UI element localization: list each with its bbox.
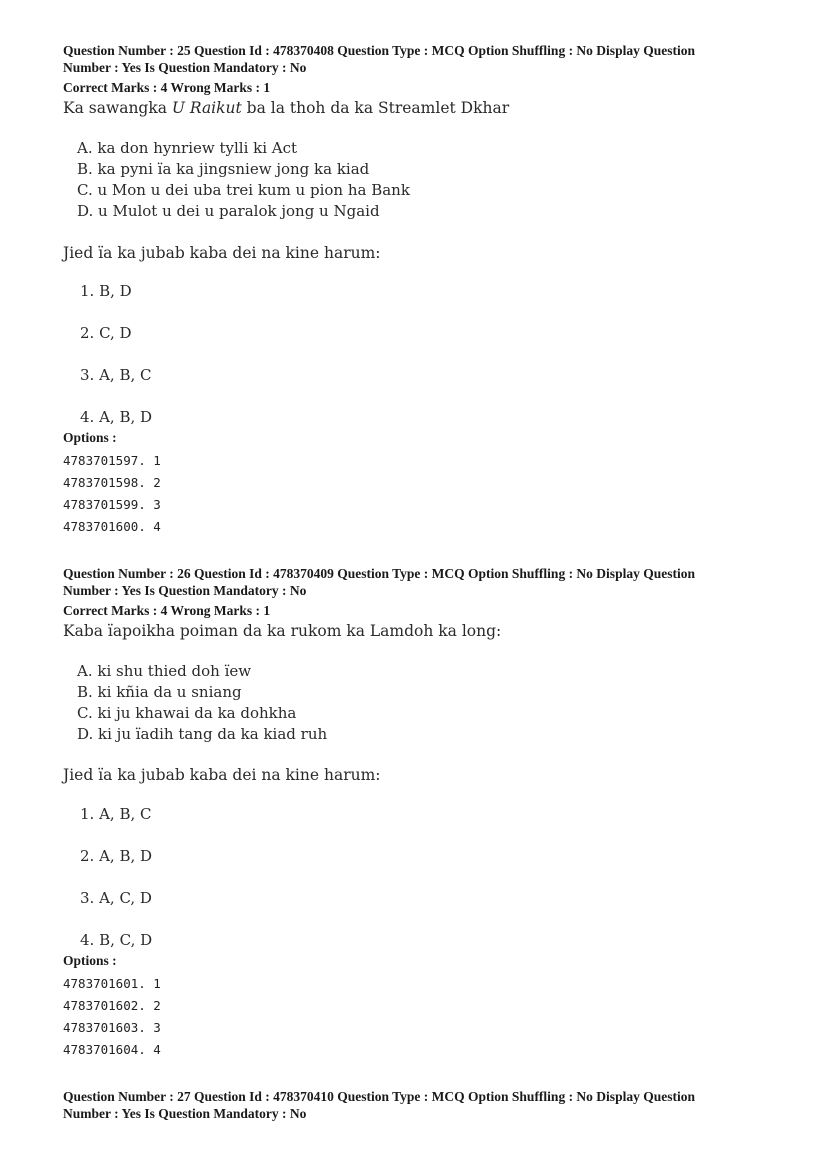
question-stem: Kaba ïapoikha poiman da ka rukom ka Lamdoh ka long: [63, 622, 502, 640]
statement-item: D. u Mulot u dei u paralok jong u Ngaid [77, 202, 380, 220]
statement-item: D. ki ju ïadih tang da ka kiad ruh [77, 725, 328, 743]
question-meta-line: Number : Yes Is Question Mandatory : No [63, 582, 307, 598]
question-stem [63, 99, 509, 117]
statement-item: A. ka don hynriew tylli ki Act [77, 139, 298, 157]
option-id: 4783701601. 1 [63, 976, 161, 991]
option-id: 4783701604. 4 [63, 1042, 161, 1057]
option-id: 4783701597. 1 [63, 453, 161, 468]
stem-italic-text: U Raikut [171, 99, 242, 117]
statement-item: B. ki kñia da u sniang [77, 683, 242, 701]
marks-line: Correct Marks : 4 Wrong Marks : 1 [63, 603, 271, 618]
stem-text: ba la thoh da ka Streamlet Dkhar [241, 99, 510, 117]
question-meta-line: Number : Yes Is Question Mandatory : No [63, 1105, 307, 1121]
option-id: 4783701599. 3 [63, 497, 161, 512]
stem-text: Ka sawangka [63, 99, 172, 117]
answer-choice: 2. C, D [80, 324, 132, 342]
statement-item: A. ki shu thied doh ïew [77, 662, 252, 680]
question-header [63, 1089, 763, 1122]
question-meta-line: Number : Yes Is Question Mandatory : No [63, 59, 307, 75]
question-header [63, 566, 763, 599]
question-meta-line: Question Number : 25 Question Id : 478370408 Question Type : MCQ Option Shuffling : No Display Question [63, 43, 695, 58]
question-meta-line: Question Number : 27 Question Id : 478370410 Question Type : MCQ Option Shuffling : No Display Question [63, 1089, 695, 1104]
option-id: 4783701598. 2 [63, 475, 161, 490]
answer-choice: 3. A, B, C [80, 366, 152, 384]
question-meta-line: Question Number : 26 Question Id : 478370409 Question Type : MCQ Option Shuffling : No Display Question [63, 566, 695, 581]
answer-choice: 3. A, C, D [80, 889, 152, 907]
answer-choice: 1. B, D [80, 282, 132, 300]
answer-prompt: Jied ïa ka jubab kaba dei na kine harum: [63, 766, 381, 784]
option-id: 4783701603. 3 [63, 1020, 161, 1035]
options-label: Options : [63, 430, 117, 445]
statement-item: B. ka pyni ïa ka jingsniew jong ka kiad [77, 160, 370, 178]
option-id: 4783701600. 4 [63, 519, 161, 534]
answer-choice: 4. B, C, D [80, 931, 153, 949]
option-id: 4783701602. 2 [63, 998, 161, 1013]
answer-prompt: Jied ïa ka jubab kaba dei na kine harum: [63, 244, 381, 262]
question-header [63, 43, 763, 76]
statement-item: C. u Mon u dei uba trei kum u pion ha Bank [77, 181, 410, 199]
answer-choice: 2. A, B, D [80, 847, 153, 865]
statement-item: C. ki ju khawai da ka dohkha [77, 704, 297, 722]
answer-choice: 1. A, B, C [80, 805, 152, 823]
answer-choice: 4. A, B, D [80, 408, 153, 426]
marks-line: Correct Marks : 4 Wrong Marks : 1 [63, 80, 271, 95]
options-label: Options : [63, 953, 117, 968]
